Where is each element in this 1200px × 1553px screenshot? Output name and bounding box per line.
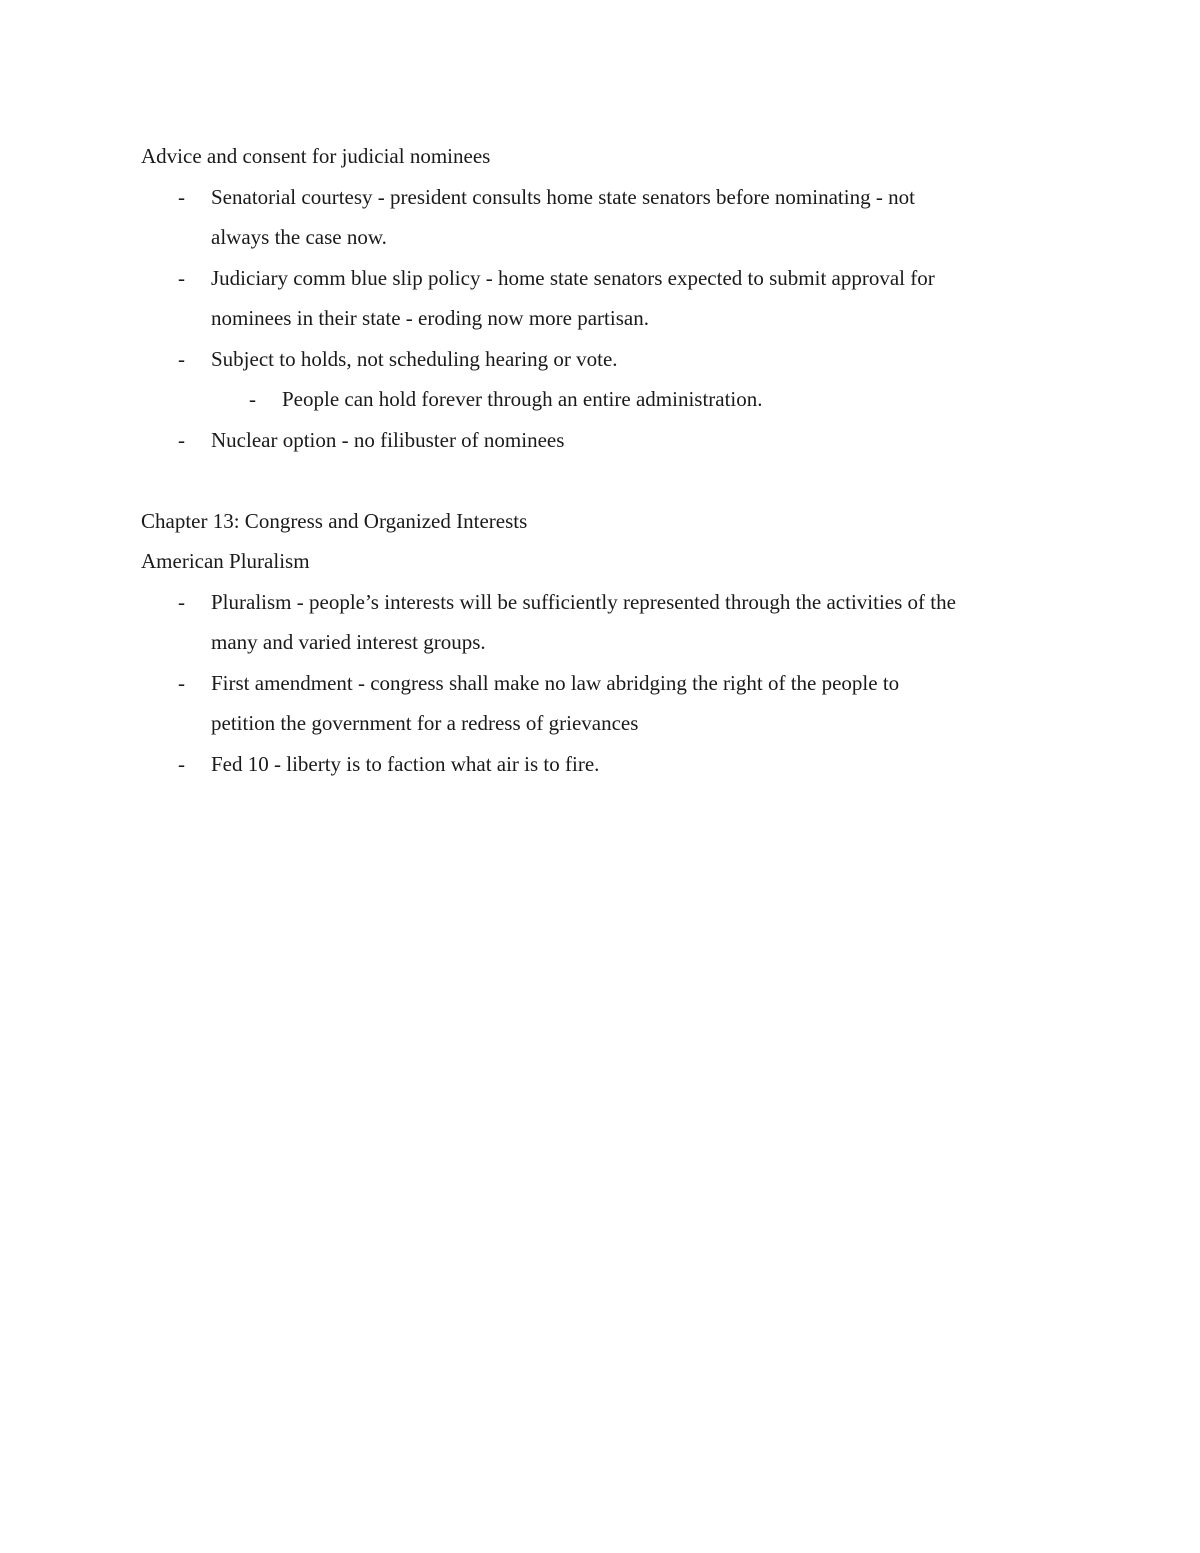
bullet-list xyxy=(141,582,1060,785)
list-item-continuation: many and varied interest groups. xyxy=(211,630,486,654)
section-heading: Advice and consent for judicial nominees xyxy=(141,144,491,168)
list-item xyxy=(141,258,1060,339)
nested-list-item xyxy=(141,379,1060,420)
dash-bullet: - xyxy=(178,670,185,695)
list-item-text: Judiciary comm blue slip policy - home state senators expected to submit approval for xyxy=(211,265,935,290)
dash-bullet: - xyxy=(178,589,185,614)
list-item xyxy=(141,582,1060,663)
list-item xyxy=(141,177,1060,258)
list-item-text: Senatorial courtesy - president consults home state senators before nominating - not xyxy=(211,184,915,209)
list-item-continuation: petition the government for a redress of grievances xyxy=(211,711,639,735)
blank-line xyxy=(141,460,1060,501)
dash-bullet: - xyxy=(178,751,185,776)
list-item xyxy=(141,420,1060,461)
list-item-continuation: always the case now. xyxy=(211,225,387,249)
list-item-text: First amendment - congress shall make no law abridging the right of the people to xyxy=(211,670,900,695)
list-item xyxy=(141,339,1060,380)
dash-bullet: - xyxy=(178,265,185,290)
list-item xyxy=(141,744,1060,785)
dash-bullet: - xyxy=(178,184,185,209)
list-item-text: People can hold forever through an entire administration. xyxy=(282,387,763,411)
bullet-list xyxy=(141,177,1060,461)
dash-bullet: - xyxy=(178,346,185,371)
dash-bullet: - xyxy=(249,387,256,411)
list-item-text: Nuclear option - no filibuster of nominees xyxy=(211,427,565,452)
list-item-continuation: nominees in their state - eroding now more partisan. xyxy=(211,306,649,330)
section-heading: American Pluralism xyxy=(141,549,310,573)
list-item-text: Pluralism - people’s interests will be sufficiently represented through the activities of the xyxy=(211,589,956,614)
list-item xyxy=(141,663,1060,744)
dash-bullet: - xyxy=(178,427,185,452)
chapter-title: Chapter 13: Congress and Organized Interests xyxy=(141,508,528,533)
list-item-text: Fed 10 - liberty is to faction what air is to fire. xyxy=(211,751,600,776)
list-item-text: Subject to holds, not scheduling hearing or vote. xyxy=(211,346,618,371)
